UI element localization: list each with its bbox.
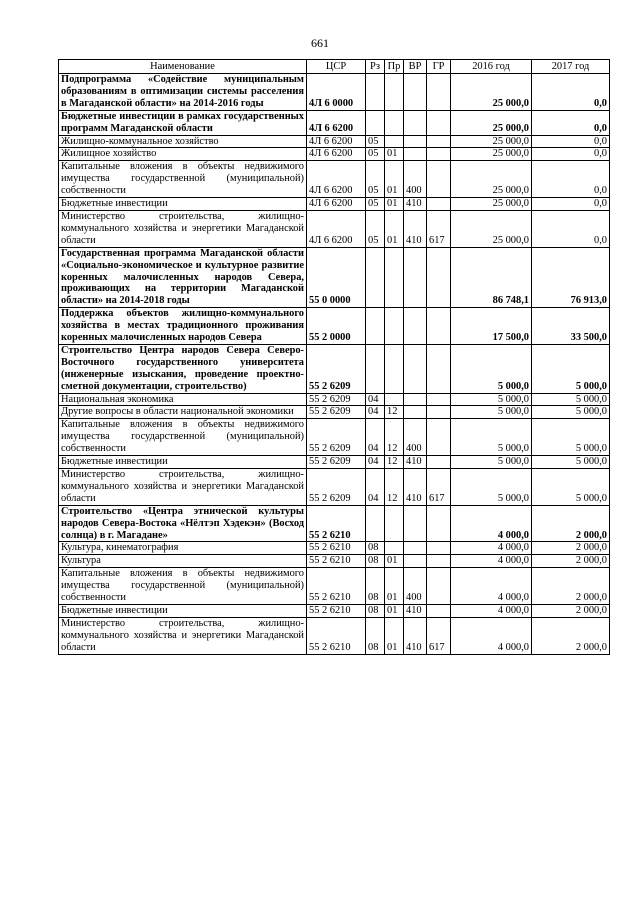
table-row (59, 247, 610, 308)
row-rz: 04 (366, 469, 385, 506)
row-name: Национальная экономика (59, 393, 307, 406)
row-value-2017: 0,0 (532, 135, 610, 148)
row-csr: 4Л 6 6200 (307, 110, 366, 135)
row-pr (385, 247, 404, 308)
row-name: Бюджетные инвестиции (59, 198, 307, 211)
row-value-2016: 25 000,0 (451, 198, 532, 211)
row-value-2017: 0,0 (532, 110, 610, 135)
table-row (59, 505, 610, 542)
row-pr: 01 (385, 568, 404, 605)
row-value-2016: 5 000,0 (451, 406, 532, 419)
row-rz: 08 (366, 542, 385, 555)
row-gr (427, 308, 451, 345)
row-value-2016: 5 000,0 (451, 344, 532, 393)
row-rz (366, 110, 385, 135)
row-value-2016: 25 000,0 (451, 148, 532, 161)
row-value-2017: 5 000,0 (532, 469, 610, 506)
row-gr (427, 148, 451, 161)
row-value-2017: 2 000,0 (532, 617, 610, 654)
row-value-2016: 5 000,0 (451, 469, 532, 506)
row-rz (366, 74, 385, 111)
row-pr: 01 (385, 198, 404, 211)
table-row (59, 135, 610, 148)
row-rz (366, 344, 385, 393)
row-value-2016: 4 000,0 (451, 604, 532, 617)
row-value-2017: 2 000,0 (532, 505, 610, 542)
row-gr (427, 247, 451, 308)
row-csr: 55 2 6209 (307, 406, 366, 419)
table-row (59, 161, 610, 198)
table-row (59, 604, 610, 617)
row-csr: 55 0 0000 (307, 247, 366, 308)
table-row (59, 74, 610, 111)
row-name: Капитальные вложения в объекты недвижимого имущества государственной (муниципальной) собственности (59, 568, 307, 605)
table-row (59, 419, 610, 456)
row-gr: 617 (427, 210, 451, 247)
row-csr: 55 2 6210 (307, 617, 366, 654)
row-value-2017: 0,0 (532, 210, 610, 247)
row-csr: 55 2 6210 (307, 568, 366, 605)
row-value-2017: 76 913,0 (532, 247, 610, 308)
row-rz: 04 (366, 456, 385, 469)
row-value-2016: 5 000,0 (451, 393, 532, 406)
row-gr (427, 568, 451, 605)
row-pr (385, 74, 404, 111)
page-number: 661 (311, 36, 329, 50)
row-pr (385, 308, 404, 345)
row-vr (404, 247, 427, 308)
row-value-2017: 2 000,0 (532, 568, 610, 605)
row-value-2016: 25 000,0 (451, 110, 532, 135)
table-row (59, 148, 610, 161)
row-rz: 05 (366, 210, 385, 247)
row-value-2017: 5 000,0 (532, 456, 610, 469)
row-pr: 01 (385, 604, 404, 617)
row-rz (366, 505, 385, 542)
table-row (59, 406, 610, 419)
row-vr (404, 74, 427, 111)
row-value-2017: 2 000,0 (532, 555, 610, 568)
row-value-2016: 4 000,0 (451, 542, 532, 555)
row-vr: 410 (404, 617, 427, 654)
header-2017: 2017 год (532, 60, 610, 74)
row-vr: 410 (404, 456, 427, 469)
row-name: Культура (59, 555, 307, 568)
row-pr (385, 135, 404, 148)
table-header-row (59, 60, 610, 74)
row-vr: 410 (404, 469, 427, 506)
row-csr: 55 2 6209 (307, 344, 366, 393)
row-csr: 55 2 6209 (307, 393, 366, 406)
row-pr (385, 393, 404, 406)
row-value-2017: 0,0 (532, 198, 610, 211)
row-rz: 05 (366, 135, 385, 148)
row-pr: 12 (385, 456, 404, 469)
row-csr: 4Л 6 0000 (307, 74, 366, 111)
row-name: Культура, кинематография (59, 542, 307, 555)
row-gr (427, 110, 451, 135)
row-csr: 4Л 6 6200 (307, 135, 366, 148)
row-value-2017: 2 000,0 (532, 542, 610, 555)
row-vr: 410 (404, 604, 427, 617)
row-name: Капитальные вложения в объекты недвижимого имущества государственной (муниципальной) собственности (59, 419, 307, 456)
row-rz: 05 (366, 198, 385, 211)
row-name: Подпрограмма «Содействие муниципальным образованиям в оптимизации системы расселения в Магаданской области» на 2014-2016 годы (59, 74, 307, 111)
row-name: Жилищное хозяйство (59, 148, 307, 161)
row-value-2017: 5 000,0 (532, 393, 610, 406)
row-rz: 04 (366, 393, 385, 406)
row-value-2017: 0,0 (532, 74, 610, 111)
row-value-2016: 25 000,0 (451, 135, 532, 148)
row-gr (427, 555, 451, 568)
row-value-2016: 86 748,1 (451, 247, 532, 308)
row-csr: 55 2 6209 (307, 456, 366, 469)
row-csr: 55 2 6210 (307, 555, 366, 568)
row-vr (404, 393, 427, 406)
row-rz: 08 (366, 604, 385, 617)
row-name: Бюджетные инвестиции в рамках государственных программ Магаданской области (59, 110, 307, 135)
row-rz (366, 308, 385, 345)
row-rz (366, 247, 385, 308)
row-value-2016: 4 000,0 (451, 505, 532, 542)
row-value-2017: 0,0 (532, 161, 610, 198)
row-gr (427, 393, 451, 406)
row-vr: 410 (404, 198, 427, 211)
row-vr (404, 308, 427, 345)
header-vr: ВР (404, 60, 427, 74)
row-name: Бюджетные инвестиции (59, 456, 307, 469)
row-value-2016: 25 000,0 (451, 161, 532, 198)
table-row (59, 555, 610, 568)
row-name: Бюджетные инвестиции (59, 604, 307, 617)
row-gr (427, 344, 451, 393)
row-name: Министерство строительства, жилищно-коммунального хозяйства и энергетики Магаданской области (59, 617, 307, 654)
row-pr (385, 344, 404, 393)
row-pr: 01 (385, 161, 404, 198)
table-row (59, 393, 610, 406)
row-gr (427, 419, 451, 456)
row-name: Государственная программа Магаданской области «Социально-экономическое и культурное развитие коренных малочисленных народов Севера, проживающих на территории Магаданской области» на 2014-2018 годы (59, 247, 307, 308)
row-gr: 617 (427, 617, 451, 654)
row-value-2017: 5 000,0 (532, 344, 610, 393)
row-name: Министерство строительства, жилищно-коммунального хозяйства и энергетики Магаданской области (59, 469, 307, 506)
header-name: Наименование (59, 60, 307, 74)
row-csr: 4Л 6 6200 (307, 161, 366, 198)
row-vr: 400 (404, 568, 427, 605)
row-pr: 12 (385, 419, 404, 456)
table-row (59, 542, 610, 555)
table-row (59, 456, 610, 469)
header-csr: ЦСР (307, 60, 366, 74)
row-value-2016: 4 000,0 (451, 555, 532, 568)
row-rz: 08 (366, 617, 385, 654)
row-pr: 01 (385, 148, 404, 161)
row-vr (404, 344, 427, 393)
row-pr: 12 (385, 469, 404, 506)
row-gr (427, 456, 451, 469)
row-value-2017: 2 000,0 (532, 604, 610, 617)
row-csr: 55 2 6209 (307, 469, 366, 506)
row-pr (385, 542, 404, 555)
row-csr: 4Л 6 6200 (307, 148, 366, 161)
row-rz: 04 (366, 406, 385, 419)
header-rz: Рз (366, 60, 385, 74)
row-vr (404, 542, 427, 555)
row-value-2017: 33 500,0 (532, 308, 610, 345)
row-rz: 08 (366, 568, 385, 605)
row-pr: 12 (385, 406, 404, 419)
row-gr (427, 505, 451, 542)
row-value-2016: 25 000,0 (451, 210, 532, 247)
row-vr (404, 406, 427, 419)
header-gr: ГР (427, 60, 451, 74)
row-pr (385, 505, 404, 542)
table-row (59, 344, 610, 393)
row-pr: 01 (385, 555, 404, 568)
row-vr (404, 555, 427, 568)
row-pr: 01 (385, 617, 404, 654)
row-value-2016: 5 000,0 (451, 419, 532, 456)
row-gr: 617 (427, 469, 451, 506)
row-value-2016: 5 000,0 (451, 456, 532, 469)
row-rz: 05 (366, 148, 385, 161)
row-value-2017: 0,0 (532, 148, 610, 161)
row-vr: 410 (404, 210, 427, 247)
row-vr: 400 (404, 419, 427, 456)
row-csr: 55 2 0000 (307, 308, 366, 345)
table-row (59, 308, 610, 345)
table-row (59, 469, 610, 506)
row-vr (404, 110, 427, 135)
row-gr (427, 542, 451, 555)
row-value-2017: 5 000,0 (532, 406, 610, 419)
table-row (59, 210, 610, 247)
row-name: Строительство Центра народов Севера Северо-Восточного государственного университета (инженерные изыскания, проведение проектно-сметной документации, строительство) (59, 344, 307, 393)
row-gr (427, 161, 451, 198)
row-value-2016: 17 500,0 (451, 308, 532, 345)
table-row (59, 568, 610, 605)
row-rz: 04 (366, 419, 385, 456)
row-vr (404, 505, 427, 542)
row-gr (427, 74, 451, 111)
row-name: Жилищно-коммунальное хозяйство (59, 135, 307, 148)
table-row (59, 617, 610, 654)
header-pr: Пр (385, 60, 404, 74)
row-vr: 400 (404, 161, 427, 198)
row-csr: 55 2 6210 (307, 542, 366, 555)
row-rz: 05 (366, 161, 385, 198)
row-gr (427, 135, 451, 148)
row-value-2016: 4 000,0 (451, 617, 532, 654)
row-csr: 55 2 6210 (307, 505, 366, 542)
table-row (59, 110, 610, 135)
row-csr: 55 2 6210 (307, 604, 366, 617)
row-value-2016: 25 000,0 (451, 74, 532, 111)
row-name: Капитальные вложения в объекты недвижимого имущества государственной (муниципальной) собственности (59, 161, 307, 198)
row-name: Строительство «Центра этнической культуры народов Севера-Востока «Нёлтэп Хэдекэн» (Восход солнца) в г. Магадане» (59, 505, 307, 542)
row-csr: 55 2 6209 (307, 419, 366, 456)
row-gr (427, 604, 451, 617)
row-name: Поддержка объектов жилищно-коммунального хозяйства в местах традиционного проживания коренных малочисленных народов Севера (59, 308, 307, 345)
row-gr (427, 198, 451, 211)
row-name: Другие вопросы в области национальной экономики (59, 406, 307, 419)
table-row (59, 198, 610, 211)
row-pr: 01 (385, 210, 404, 247)
row-csr: 4Л 6 6200 (307, 210, 366, 247)
row-pr (385, 110, 404, 135)
row-value-2017: 5 000,0 (532, 419, 610, 456)
row-csr: 4Л 6 6200 (307, 198, 366, 211)
budget-table (58, 59, 610, 655)
row-name: Министерство строительства, жилищно-коммунального хозяйства и энергетики Магаданской области (59, 210, 307, 247)
row-vr (404, 135, 427, 148)
header-2016: 2016 год (451, 60, 532, 74)
row-vr (404, 148, 427, 161)
row-value-2016: 4 000,0 (451, 568, 532, 605)
row-rz: 08 (366, 555, 385, 568)
row-gr (427, 406, 451, 419)
